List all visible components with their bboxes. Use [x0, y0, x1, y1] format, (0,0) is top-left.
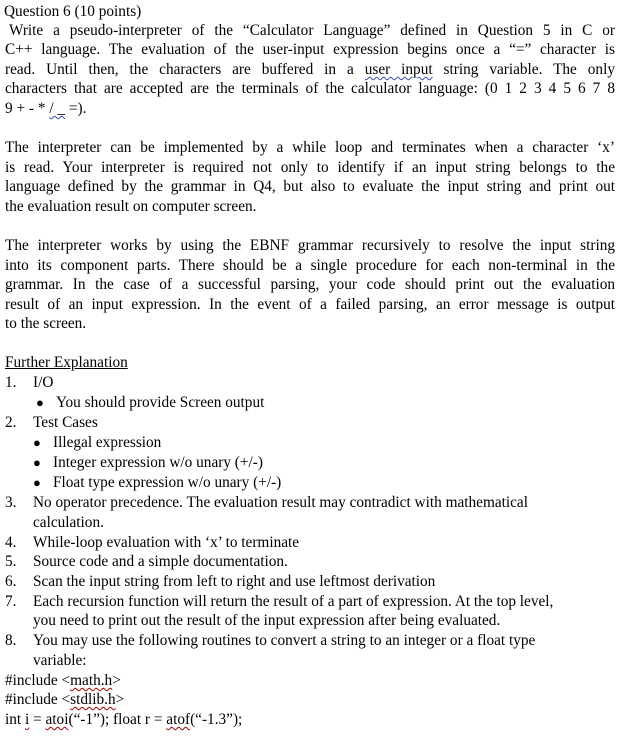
test-bullet [33, 433, 161, 452]
bullet-text: Illegal expression [53, 434, 162, 451]
item-text-cont: calculation. [33, 514, 104, 531]
code-fragment: > [115, 691, 125, 708]
bullet-dot-icon: ● [36, 395, 44, 410]
item-number: 1. [5, 374, 17, 391]
var-i-term: i [24, 711, 30, 728]
item-text: No operator precedence. The evaluation result may contradict with mathematical [33, 494, 528, 511]
item-text-cont: you need to print out the result of the input expression after being evaluated. [33, 612, 501, 629]
item-number: 2. [5, 414, 17, 431]
para2-line3: language defined by the grammar in Q4, but also to evaluate the input string and print out [5, 178, 615, 195]
item-text: I/O [33, 374, 54, 391]
para1-line5-a: 9 + - * [5, 100, 50, 117]
stdlib-h-term: stdlib.h [70, 691, 116, 708]
test-bullet [33, 453, 263, 472]
item-text: Each recursion function will return the result of a part of expression. At the top level, [33, 593, 554, 610]
bullet-dot-icon: ● [33, 435, 41, 450]
para1-line3-a: read. Until then, the characters are buffered in a [5, 61, 365, 78]
item-number: 8. [5, 632, 17, 649]
bullet-text: You should provide Screen output [56, 394, 265, 411]
code-fragment: #include < [5, 691, 71, 708]
para2-line2: is read. Your interpreter is required not only to identify if an input string belongs to the [5, 159, 615, 176]
code-fragment: > [112, 672, 121, 689]
further-explanation-heading: Further Explanation [5, 354, 128, 371]
item-text: Test Cases [33, 414, 98, 431]
para1-line4: characters that are accepted are the terminals of the calculator language: (0 1 2 3 4 5 6 7 8 [5, 80, 615, 97]
bullet-dot-icon: ● [33, 455, 41, 470]
item-number: 7. [5, 593, 17, 610]
io-bullet [36, 393, 264, 412]
para3-line2: into its component parts. There should be a single procedure for each non-terminal in the [5, 257, 615, 274]
para1-line3-b: string variable. The only [432, 61, 615, 78]
include-math-line [5, 671, 121, 690]
atof-term: atof [166, 711, 191, 728]
item-text: Scan the input string from left to right and use leftmost derivation [33, 573, 436, 590]
bullet-text: Integer expression w/o unary (+/-) [53, 454, 263, 471]
code-fragment: (“-1.3”); [190, 711, 243, 728]
bullet-dot-icon: ● [33, 475, 41, 490]
para1-line5-b: =). [65, 100, 87, 117]
user-input-term: user input [364, 61, 433, 78]
code-fragment: = [29, 711, 46, 728]
para3-line4: result of an input expression. In the event of a failed parsing, an error message is output [5, 296, 615, 313]
para1-line5 [5, 99, 86, 118]
code-fragment: (“-1”); float r = [68, 711, 167, 728]
code-fragment: #include < [5, 672, 71, 689]
para1-line3 [5, 60, 615, 79]
para1-line1: Write a pseudo-interpreter of the “Calculator Language” defined in Question 5 in C or [9, 22, 615, 39]
question-title: Question 6 (10 points) [4, 3, 142, 20]
conversion-code-line [5, 710, 242, 729]
bullet-text: Float type expression w/o unary (+/-) [53, 474, 282, 491]
para3-line3: grammar. In the case of a successful parsing, your code should print out the evaluation [5, 276, 615, 293]
item-number: 4. [5, 534, 17, 551]
para2-line4: the evaluation result on computer screen. [5, 198, 257, 215]
atoi-term: atoi [45, 711, 69, 728]
math-h-term: math.h [70, 672, 113, 689]
para1-line2: C++ language. The evaluation of the user-input expression begins once a “=” character is [5, 41, 615, 58]
item-number: 5. [5, 553, 17, 570]
para1-line5-u: / _ [49, 100, 66, 117]
item-text: You may use the following routines to convert a string to an integer or a float type [33, 632, 536, 649]
item-text: While-loop evaluation with ‘x’ to terminate [33, 534, 300, 551]
item-number: 3. [5, 494, 17, 511]
code-fragment: int [5, 711, 25, 728]
item-text: Source code and a simple documentation. [33, 553, 288, 570]
item-text-cont: variable: [33, 652, 87, 669]
include-stdlib-line [5, 690, 124, 709]
para2-line1: The interpreter can be implemented by a while loop and terminates when a character ‘x’ [5, 139, 615, 156]
test-bullet [33, 473, 281, 492]
item-number: 6. [5, 573, 17, 590]
para3-line5: to the screen. [5, 315, 87, 332]
para3-line1: The interpreter works by using the EBNF grammar recursively to resolve the input string [5, 237, 615, 254]
